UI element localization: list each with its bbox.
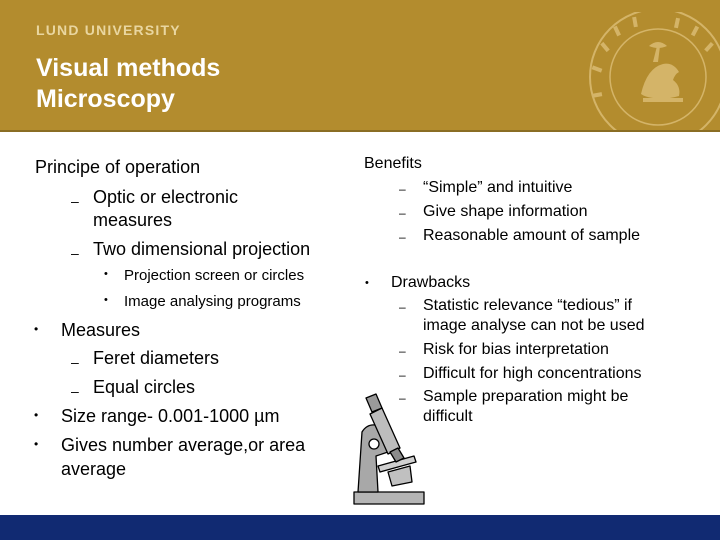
dash-mark: – (71, 383, 79, 399)
drawbacks-heading: Drawbacks (391, 274, 471, 291)
bullet-mark: • (34, 437, 39, 451)
list-item-size-range: Size range- 0.001-1000 µm (61, 406, 280, 426)
benefits-heading: Benefits (364, 155, 422, 172)
list-item-image-programs: Image analysing programs (124, 293, 301, 310)
bullet-mark: • (104, 294, 108, 306)
drawback-statistic-line2: image analyse can not be used (423, 317, 645, 334)
drawback-preparation-line1: Sample preparation might be (423, 388, 629, 405)
list-item-measures: Measures (61, 320, 141, 340)
drawback-preparation-line2: difficult (423, 408, 473, 425)
slide-title (36, 53, 220, 115)
dash-mark: – (399, 206, 406, 220)
university-name: LUND UNIVERSITY (36, 22, 181, 38)
list-item-feret: Feret diameters (93, 348, 220, 368)
drawback-bias: Risk for bias interpretation (423, 341, 609, 358)
list-item-gives-line2: average (61, 459, 127, 479)
list-item-gives-line1: Gives number average,or area (61, 435, 306, 455)
dash-mark: – (399, 182, 406, 196)
list-item-projection: Two dimensional projection (93, 239, 311, 259)
list-item-optic-line1: Optic or electronic (93, 187, 239, 207)
bullet-mark: • (365, 277, 369, 289)
list-item-equal-circles: Equal circles (93, 377, 196, 397)
university-seal-icon (583, 12, 720, 130)
bullet-mark: • (34, 322, 39, 336)
microscope-icon (348, 392, 430, 508)
dash-mark: – (71, 245, 79, 261)
bullet-mark: • (34, 408, 39, 422)
footer-band (0, 515, 720, 540)
drawback-concentrations: Difficult for high concentrations (423, 365, 642, 382)
benefit-sample-amount: Reasonable amount of sample (423, 227, 641, 244)
dash-mark: – (71, 354, 79, 370)
list-item-projection-screen: Projection screen or circles (124, 267, 305, 284)
benefit-simple: “Simple” and intuitive (423, 179, 573, 196)
bullet-mark: • (104, 268, 108, 280)
dash-mark: – (399, 300, 406, 314)
dash-mark: – (71, 193, 79, 209)
dash-mark: – (399, 230, 406, 244)
dash-mark: – (399, 368, 406, 382)
header-band (0, 0, 720, 130)
header-rule (0, 130, 720, 132)
benefit-shape: Give shape information (423, 203, 588, 220)
list-item-optic-line2: measures (93, 210, 173, 230)
slide-title-line1: Visual methods (36, 54, 221, 82)
dash-mark: – (399, 344, 406, 358)
drawback-statistic-line1: Statistic relevance “tedious” if (423, 297, 632, 314)
left-heading: Principe of operation (35, 157, 201, 177)
dash-mark: – (399, 391, 406, 405)
slide-title-line2: Microscopy (36, 85, 175, 113)
